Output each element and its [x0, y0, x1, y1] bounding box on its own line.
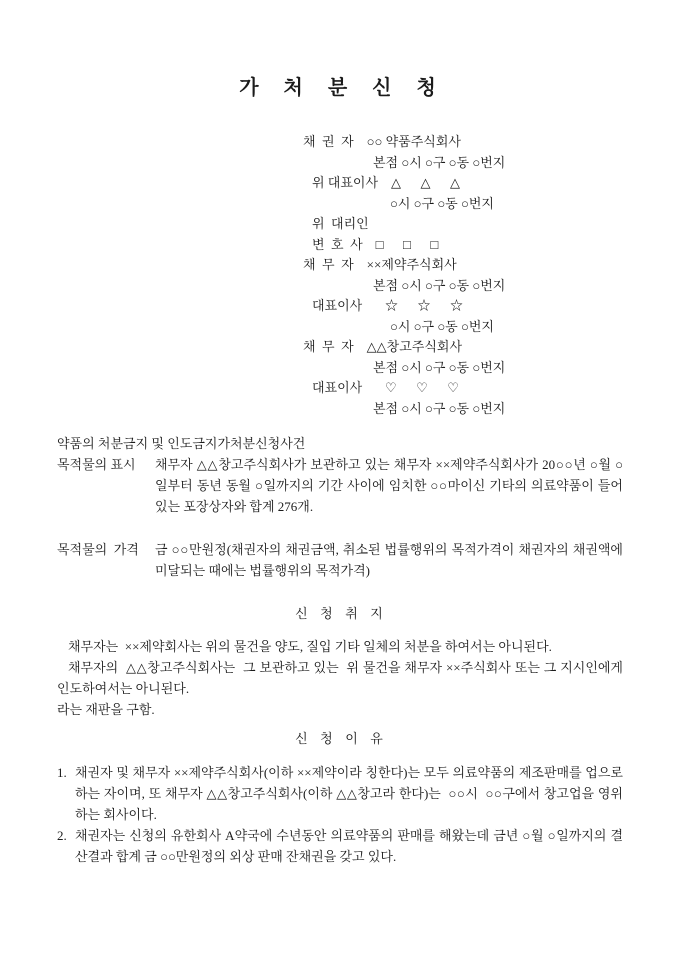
purpose-paragraph-3: 라는 재판을 구함. — [57, 702, 155, 717]
price-text: 금 ○○만원정(채권자의 채권금액, 취소된 법률행위의 목적가격이 채권자의 채권액에 미달되는 때에는 법률행위의 목적가격) — [155, 542, 627, 578]
party-line-creditor: 채 권 자 ○○ 약품주식회사 — [303, 134, 461, 149]
purpose-paragraph-2: 채무자의 △△창고주식회사는 그 보관하고 있는 위 물건을 채무자 ××주식회사 또는 그 지시인에게 인도하여서는 아니된다. — [57, 660, 630, 696]
party-line-debtor-2-ceo: 대표이사 ♡ ♡ ♡ — [312, 380, 459, 395]
case-block — [57, 433, 627, 581]
purpose-heading: 신 청 취 지 — [295, 606, 385, 621]
reason-item-1-text: 채권자 및 채무자 ××제약주식회사(이하 ××제약이라 칭한다)는 모두 의료약품의 제조판매를 업으로 하는 자이며, 또 채무자 △△창고주식회사(이하 △△창고라 한다)는 ○○시 ○○구에서 창고업을 영위하는 회사이다. — [75, 765, 627, 822]
subject-label: 목적물의 표시 — [57, 457, 136, 472]
party-line-attorney: 변 호 사 □ □ □ — [312, 236, 439, 252]
document-title: 가 처 분 신 청 — [239, 77, 441, 99]
reason-heading: 신 청 이 유 — [295, 731, 385, 746]
party-line-creditor-address: 본점 ○시 ○구 ○동 ○번지 — [373, 154, 506, 170]
party-line-debtor-2-address: 본점 ○시 ○구 ○동 ○번지 — [373, 359, 506, 375]
reason-item-2-text: 채권자는 신청의 유한회사 A약국에 수년동안 의료약품의 판매를 해왔는데 금년 ○월 ○일까지의 결산결과 합계 금 ○○만원정의 외상 판매 잔채권을 갖고 있다. — [75, 828, 623, 864]
reason-item-1-number: 1. — [57, 765, 67, 780]
subject-row — [57, 454, 627, 517]
reason-list — [57, 762, 627, 867]
party-line-agent: 위 대리인 — [312, 216, 369, 231]
subject-text: 채무자 △△창고주식회사가 보관하고 있는 채무자 ××제약주식회사가 20○○년 ○월 ○일부터 동년 동월 ○일까지의 기간 사이에 임치한 ○○마이신 기타의 의료약품이 들어 있는 포장상자와 합계 276개. — [155, 457, 627, 514]
party-line-debtor-1-ceo-addr: ○시 ○구 ○동 ○번지 — [390, 318, 494, 334]
party-line-debtor-1-address: 본점 ○시 ○구 ○동 ○번지 — [373, 277, 506, 293]
party-line-rep-address: ○시 ○구 ○동 ○번지 — [390, 195, 494, 211]
party-line-debtor-2: 채 무 자 △△창고주식회사 — [303, 339, 463, 354]
reason-item-1 — [57, 762, 627, 825]
party-line-debtor-1-ceo: 대표이사 ☆ ☆ ☆ — [312, 298, 463, 313]
party-block — [303, 132, 623, 419]
reason-item-2-number: 2. — [57, 828, 67, 843]
party-line-debtor-2-ceo-addr: 본점 ○시 ○구 ○동 ○번지 — [373, 400, 506, 416]
case-title: 약품의 처분금지 및 인도금지가처분신청사건 — [57, 436, 306, 451]
price-label: 목적물의 가격 — [57, 542, 139, 557]
price-row — [57, 539, 627, 581]
purpose-body — [57, 636, 630, 720]
reason-item-2 — [57, 825, 623, 867]
purpose-paragraph-1: 채무자는 ××제약회사는 위의 물건을 양도, 질입 기타 일체의 처분을 하여서는 아니된다. — [68, 639, 552, 654]
party-line-debtor-1: 채 무 자 ××제약주식회사 — [303, 257, 457, 272]
party-line-representative: 위 대표이사 △ △ △ — [312, 175, 461, 190]
